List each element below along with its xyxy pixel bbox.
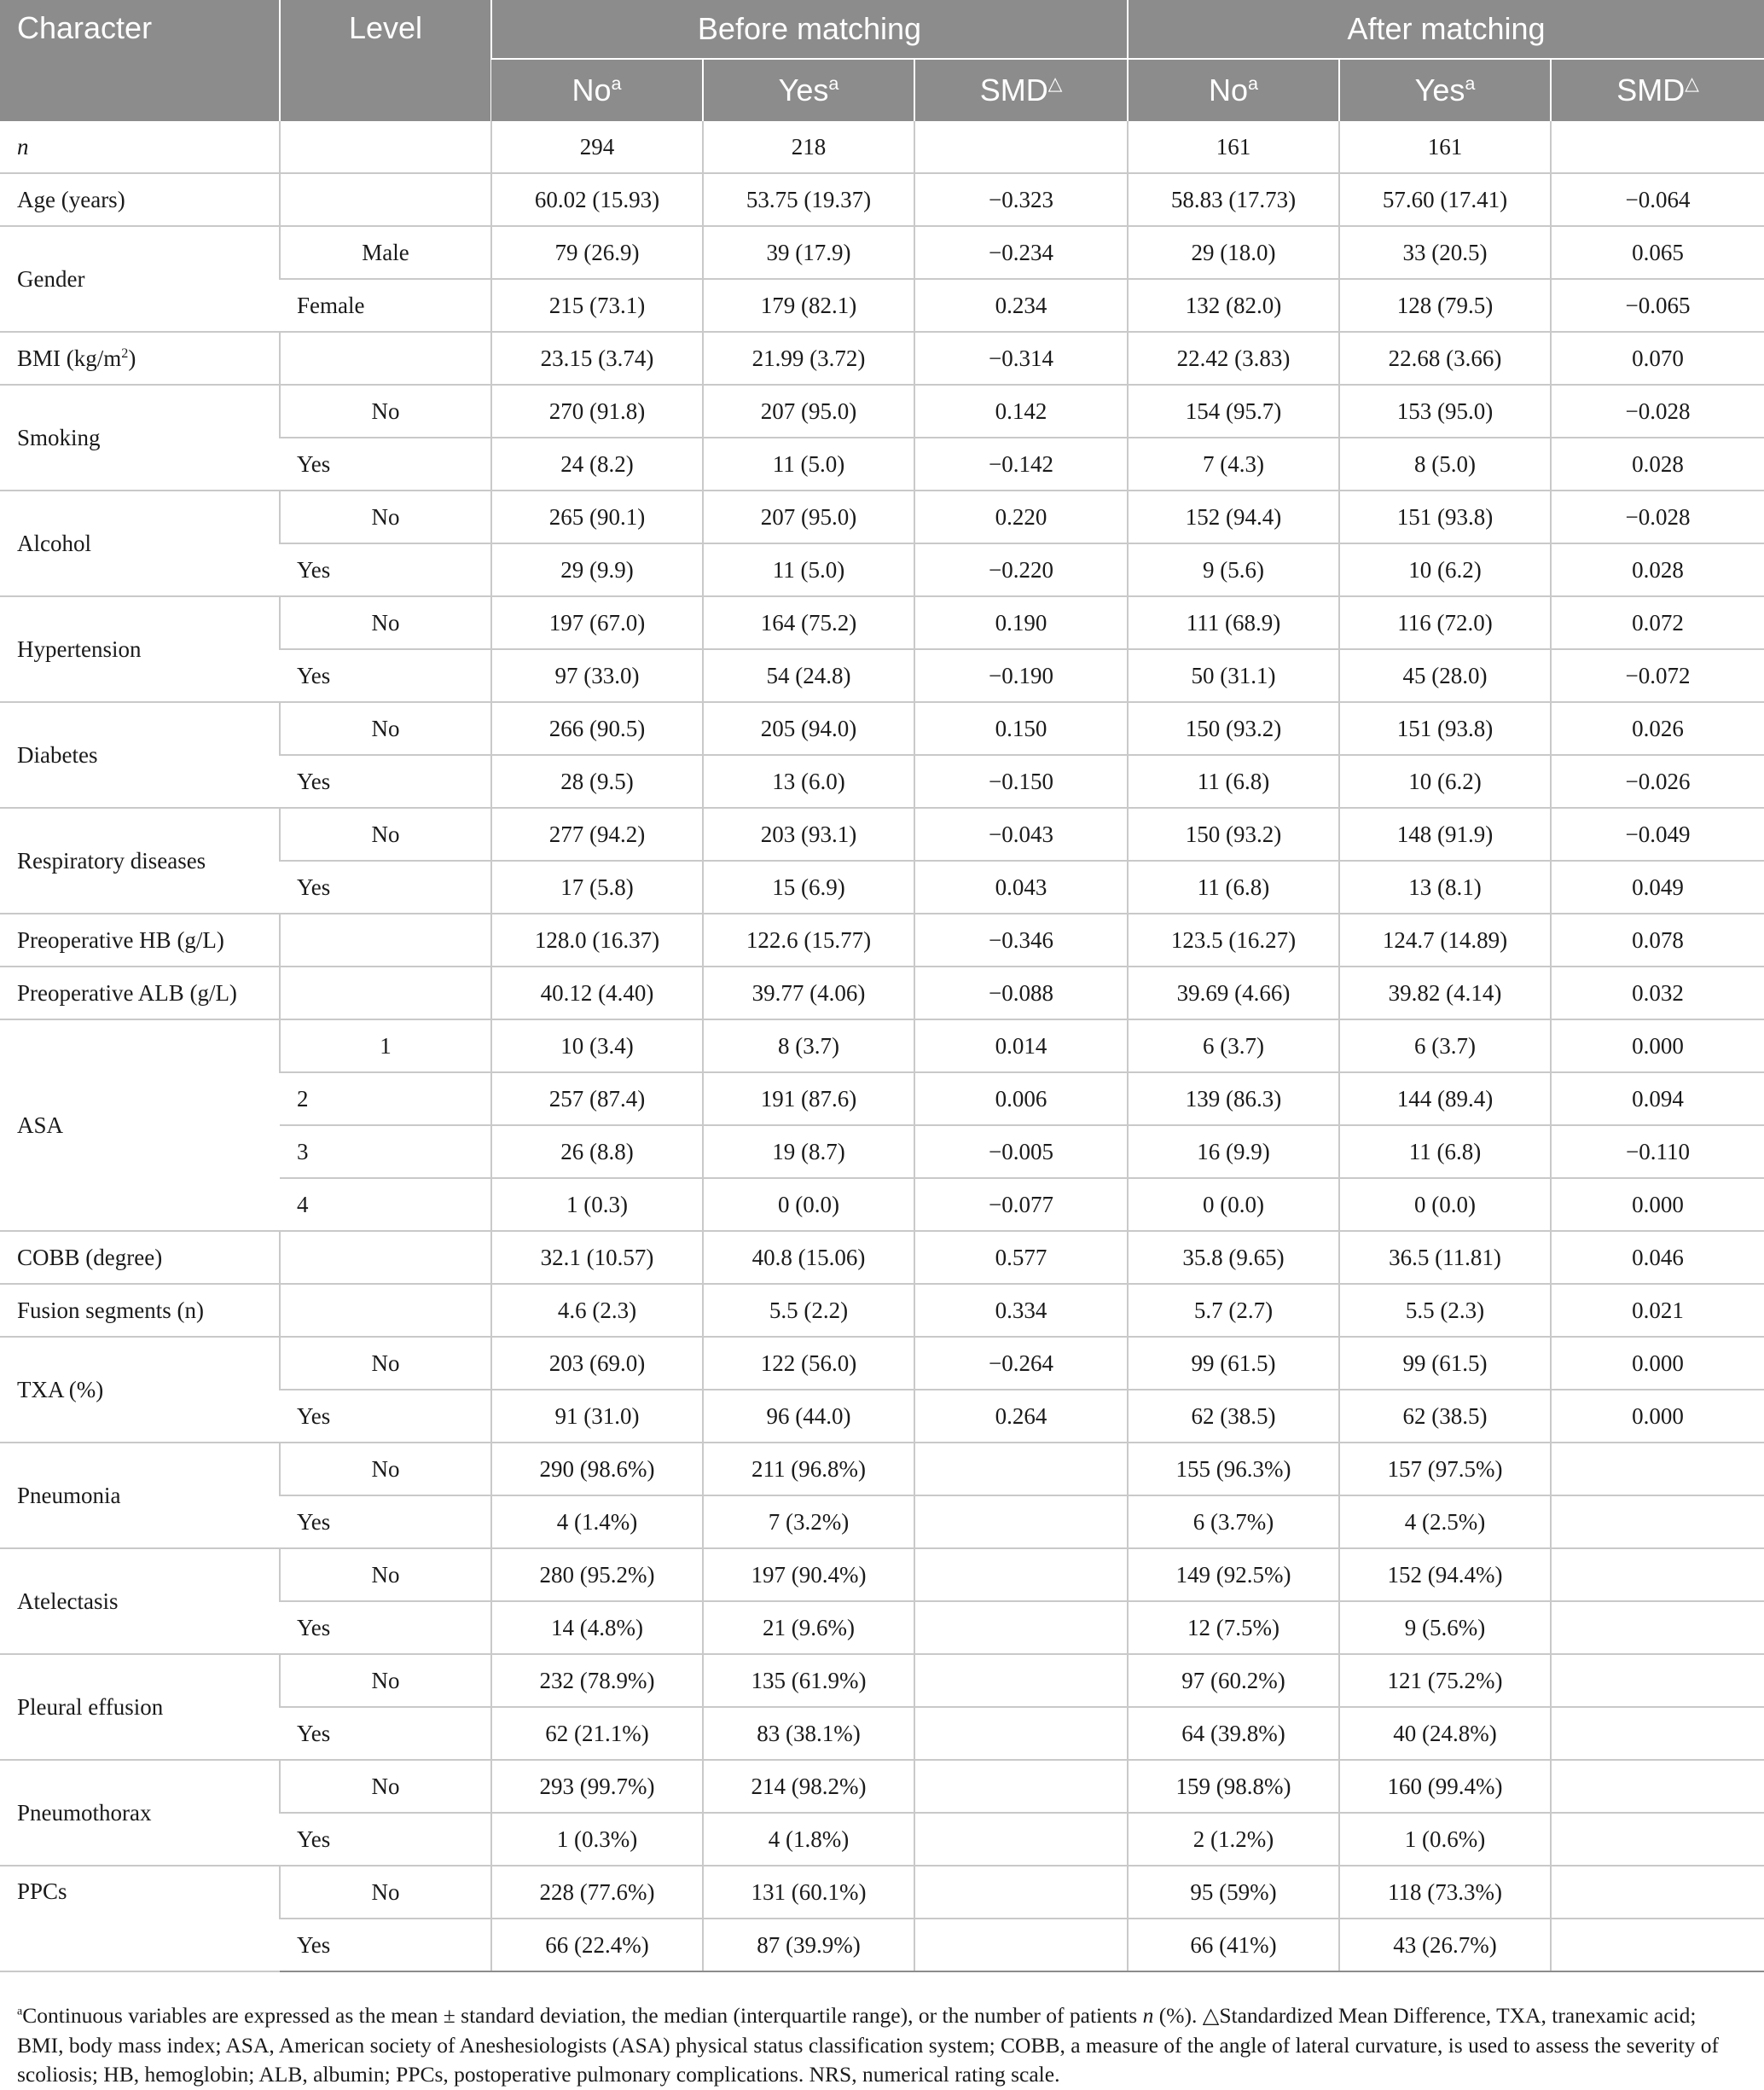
cell-after-no: 58.83 (17.73) [1128, 173, 1339, 226]
cell-before-yes: 83 (38.1%) [703, 1707, 914, 1760]
cell-after-no: 150 (93.2) [1128, 808, 1339, 861]
cell-after-yes: 36.5 (11.81) [1339, 1231, 1551, 1284]
cell-level: Yes [280, 1813, 491, 1866]
cell-after-smd [1551, 1813, 1764, 1866]
cell-level: 4 [280, 1178, 491, 1231]
table-body [0, 121, 1764, 1971]
cell-before-smd [914, 1866, 1128, 1919]
cell-before-smd: −0.323 [914, 173, 1128, 226]
row-label: BMI $(kg/m^2)$ [0, 332, 280, 385]
table-row [0, 1231, 1764, 1284]
cell-after-no: 12 (7.5%) [1128, 1601, 1339, 1654]
cell-after-smd: −0.049 [1551, 808, 1764, 861]
cell-level: Yes [280, 1919, 491, 1971]
cell-before-yes: 19 (8.7) [703, 1125, 914, 1178]
cell-after-no: 11 (6.8) [1128, 755, 1339, 808]
table-row [0, 1654, 1764, 1707]
cell-after-yes: 152 (94.4%) [1339, 1548, 1551, 1601]
cell-before-no: 197 (67.0) [491, 596, 703, 649]
table-row [0, 1443, 1764, 1495]
cell-after-smd: 0.078 [1551, 914, 1764, 967]
cell-after-yes: 151 (93.8) [1339, 702, 1551, 755]
cell-after-smd: 0.046 [1551, 1231, 1764, 1284]
cell-before-yes: 4 (1.8%) [703, 1813, 914, 1866]
cell-before-smd: −0.234 [914, 226, 1128, 279]
cell-after-no: 97 (60.2%) [1128, 1654, 1339, 1707]
header-character: Character [0, 0, 280, 121]
cell-before-no: 228 (77.6%) [491, 1866, 703, 1919]
row-label: n [0, 121, 280, 173]
cell-before-yes: 21 (9.6%) [703, 1601, 914, 1654]
row-label: Age (years) [0, 173, 280, 226]
cell-after-no: 9 (5.6) [1128, 543, 1339, 596]
cell-level: Yes [280, 1707, 491, 1760]
cell-before-smd: −0.346 [914, 914, 1128, 967]
cell-before-smd: 0.142 [914, 385, 1128, 438]
cell-level: No [280, 702, 491, 755]
cell-after-smd: 0.049 [1551, 861, 1764, 914]
cell-before-no: 1 (0.3) [491, 1178, 703, 1231]
cell-before-no: 293 (99.7%) [491, 1760, 703, 1813]
cell-before-no: 62 (21.1%) [491, 1707, 703, 1760]
table-row [0, 808, 1764, 861]
table-row [0, 702, 1764, 755]
cell-after-no: 2 (1.2%) [1128, 1813, 1339, 1866]
cell-before-no: 66 (22.4%) [491, 1919, 703, 1971]
cell-after-no: 155 (96.3%) [1128, 1443, 1339, 1495]
cell-before-smd: 0.577 [914, 1231, 1128, 1284]
cell-level: No [280, 1337, 491, 1390]
table-row [0, 914, 1764, 967]
cell-after-no: 5.7 (2.7) [1128, 1284, 1339, 1337]
cell-level: No [280, 1866, 491, 1919]
cell-before-smd: −0.264 [914, 1337, 1128, 1390]
cell-before-yes: 87 (39.9%) [703, 1919, 914, 1971]
cell-after-yes: 10 (6.2) [1339, 755, 1551, 808]
row-label: Pleural effusion [0, 1654, 280, 1760]
cell-after-yes: 0 (0.0) [1339, 1178, 1551, 1231]
cell-level [280, 121, 491, 173]
cell-after-yes: 5.5 (2.3) [1339, 1284, 1551, 1337]
cell-before-yes: 13 (6.0) [703, 755, 914, 808]
cell-after-yes: 45 (28.0) [1339, 649, 1551, 702]
cell-before-smd: 0.014 [914, 1019, 1128, 1072]
table-row [0, 226, 1764, 279]
row-label: PPCs [0, 1866, 280, 1971]
cell-before-smd [914, 1707, 1128, 1760]
cell-after-smd [1551, 121, 1764, 173]
cell-after-smd [1551, 1654, 1764, 1707]
cell-after-smd: −0.028 [1551, 491, 1764, 543]
cell-level: Yes [280, 543, 491, 596]
cell-after-no: 150 (93.2) [1128, 702, 1339, 755]
cell-after-smd: −0.026 [1551, 755, 1764, 808]
cell-level: No [280, 1548, 491, 1601]
cell-after-yes: 121 (75.2%) [1339, 1654, 1551, 1707]
cell-before-no: 280 (95.2%) [491, 1548, 703, 1601]
cell-after-yes: 157 (97.5%) [1339, 1443, 1551, 1495]
cell-before-no: 24 (8.2) [491, 438, 703, 491]
cell-after-no: 154 (95.7) [1128, 385, 1339, 438]
cell-after-yes: 153 (95.0) [1339, 385, 1551, 438]
cell-before-smd: 0.190 [914, 596, 1128, 649]
cell-before-yes: 122 (56.0) [703, 1337, 914, 1390]
cell-before-yes: 207 (95.0) [703, 385, 914, 438]
cell-before-no: 60.02 (15.93) [491, 173, 703, 226]
cell-before-smd: −0.088 [914, 967, 1128, 1019]
cell-after-smd: 0.000 [1551, 1390, 1764, 1443]
cell-after-smd [1551, 1760, 1764, 1813]
table-row [0, 596, 1764, 649]
cell-before-no: 215 (73.1) [491, 279, 703, 332]
cell-after-no: 6 (3.7) [1128, 1019, 1339, 1072]
cell-after-no: 95 (59%) [1128, 1866, 1339, 1919]
cell-before-no: 40.12 (4.40) [491, 967, 703, 1019]
cell-before-smd [914, 1654, 1128, 1707]
cell-level: No [280, 1654, 491, 1707]
cell-before-no: 32.1 (10.57) [491, 1231, 703, 1284]
cell-after-yes: 4 (2.5%) [1339, 1495, 1551, 1548]
cell-after-yes: 116 (72.0) [1339, 596, 1551, 649]
cell-after-smd [1551, 1919, 1764, 1971]
cell-after-no: 62 (38.5) [1128, 1390, 1339, 1443]
cell-after-no: 111 (68.9) [1128, 596, 1339, 649]
cell-before-yes: 207 (95.0) [703, 491, 914, 543]
cell-after-yes: 57.60 (17.41) [1339, 173, 1551, 226]
table-row [0, 491, 1764, 543]
row-label: Gender [0, 226, 280, 332]
cell-level [280, 332, 491, 385]
cell-before-smd: 0.043 [914, 861, 1128, 914]
cell-before-no: 4 (1.4%) [491, 1495, 703, 1548]
cell-after-yes: 161 [1339, 121, 1551, 173]
cell-before-no: 128.0 (16.37) [491, 914, 703, 967]
cell-after-smd [1551, 1495, 1764, 1548]
cell-level: No [280, 596, 491, 649]
cell-after-no: 149 (92.5%) [1128, 1548, 1339, 1601]
cell-after-smd: 0.094 [1551, 1072, 1764, 1125]
cell-after-no: 123.5 (16.27) [1128, 914, 1339, 967]
cell-after-smd: −0.110 [1551, 1125, 1764, 1178]
cell-after-smd [1551, 1866, 1764, 1919]
cell-before-no: 91 (31.0) [491, 1390, 703, 1443]
cell-after-smd: 0.065 [1551, 226, 1764, 279]
row-label: Diabetes [0, 702, 280, 808]
cell-before-no: 203 (69.0) [491, 1337, 703, 1390]
row-label: COBB (degree) [0, 1231, 280, 1284]
cell-level: Female [280, 279, 491, 332]
cell-after-smd: 0.000 [1551, 1019, 1764, 1072]
cell-level: No [280, 385, 491, 438]
cell-before-yes: 122.6 (15.77) [703, 914, 914, 967]
cell-before-smd [914, 1760, 1128, 1813]
cell-before-yes: 40.8 (15.06) [703, 1231, 914, 1284]
cell-before-yes: 135 (61.9%) [703, 1654, 914, 1707]
cell-before-smd: 0.234 [914, 279, 1128, 332]
cell-after-smd: 0.028 [1551, 543, 1764, 596]
cell-after-yes: 62 (38.5) [1339, 1390, 1551, 1443]
row-label: Respiratory diseases [0, 808, 280, 914]
cell-before-yes: 218 [703, 121, 914, 173]
table-row [0, 385, 1764, 438]
cell-after-no: 66 (41%) [1128, 1919, 1339, 1971]
cell-before-yes: 96 (44.0) [703, 1390, 914, 1443]
cell-before-no: 79 (26.9) [491, 226, 703, 279]
cell-before-no: 277 (94.2) [491, 808, 703, 861]
cell-before-smd [914, 121, 1128, 173]
cell-after-no: 6 (3.7%) [1128, 1495, 1339, 1548]
cell-before-no: 1 (0.3%) [491, 1813, 703, 1866]
table-row [0, 1760, 1764, 1813]
row-label: Hypertension [0, 596, 280, 702]
cell-after-yes: 39.82 (4.14) [1339, 967, 1551, 1019]
cell-after-smd: −0.064 [1551, 173, 1764, 226]
cell-before-yes: 21.99 (3.72) [703, 332, 914, 385]
cell-level: Yes [280, 755, 491, 808]
cell-level: No [280, 808, 491, 861]
cell-after-no: 22.42 (3.83) [1128, 332, 1339, 385]
header-before-matching: Before matching [491, 0, 1128, 59]
cell-before-smd [914, 1443, 1128, 1495]
cell-after-no: 159 (98.8%) [1128, 1760, 1339, 1813]
header-before-smd: SMD△ [914, 59, 1128, 121]
cell-before-smd: 0.220 [914, 491, 1128, 543]
cell-level: Male [280, 226, 491, 279]
cell-level: Yes [280, 1390, 491, 1443]
cell-after-no: 50 (31.1) [1128, 649, 1339, 702]
cell-before-yes: 205 (94.0) [703, 702, 914, 755]
cell-before-smd: −0.077 [914, 1178, 1128, 1231]
cell-before-no: 232 (78.9%) [491, 1654, 703, 1707]
cell-after-smd: 0.032 [1551, 967, 1764, 1019]
cell-before-smd: −0.190 [914, 649, 1128, 702]
cell-after-no: 139 (86.3) [1128, 1072, 1339, 1125]
cell-before-yes: 39.77 (4.06) [703, 967, 914, 1019]
cell-after-yes: 1 (0.6%) [1339, 1813, 1551, 1866]
cell-before-yes: 11 (5.0) [703, 438, 914, 491]
cell-after-yes: 33 (20.5) [1339, 226, 1551, 279]
header-level: Level [280, 0, 491, 121]
cell-before-yes: 131 (60.1%) [703, 1866, 914, 1919]
cell-after-smd [1551, 1601, 1764, 1654]
cell-level: Yes [280, 649, 491, 702]
cell-before-yes: 54 (24.8) [703, 649, 914, 702]
row-label: Alcohol [0, 491, 280, 596]
cell-after-no: 7 (4.3) [1128, 438, 1339, 491]
cell-after-smd [1551, 1548, 1764, 1601]
header-before-no: No$^a$ [491, 59, 703, 121]
cell-after-yes: 6 (3.7) [1339, 1019, 1551, 1072]
cell-before-no: 28 (9.5) [491, 755, 703, 808]
cell-after-no: 29 (18.0) [1128, 226, 1339, 279]
table-row [0, 1337, 1764, 1390]
cell-after-yes: 13 (8.1) [1339, 861, 1551, 914]
cell-after-no: 132 (82.0) [1128, 279, 1339, 332]
cell-after-no: 64 (39.8%) [1128, 1707, 1339, 1760]
cell-after-smd: −0.065 [1551, 279, 1764, 332]
cell-before-yes: 0 (0.0) [703, 1178, 914, 1231]
row-label: Preoperative HB (g/L) [0, 914, 280, 967]
row-label: Preoperative ALB (g/L) [0, 967, 280, 1019]
cell-before-smd: 0.006 [914, 1072, 1128, 1125]
cell-after-yes: 128 (79.5) [1339, 279, 1551, 332]
cell-after-smd [1551, 1443, 1764, 1495]
cell-level: 3 [280, 1125, 491, 1178]
cell-after-no: 152 (94.4) [1128, 491, 1339, 543]
cell-after-yes: 148 (91.9) [1339, 808, 1551, 861]
table-row [0, 1866, 1764, 1919]
cell-before-yes: 15 (6.9) [703, 861, 914, 914]
cell-level: Yes [280, 438, 491, 491]
header-after-no: No$^a$ [1128, 59, 1339, 121]
cell-before-smd [914, 1813, 1128, 1866]
cell-level: Yes [280, 861, 491, 914]
cell-after-yes: 144 (89.4) [1339, 1072, 1551, 1125]
cell-before-no: 14 (4.8%) [491, 1601, 703, 1654]
cell-before-yes: 191 (87.6) [703, 1072, 914, 1125]
cell-before-smd: −0.043 [914, 808, 1128, 861]
cell-level [280, 173, 491, 226]
cell-before-yes: 164 (75.2) [703, 596, 914, 649]
cell-after-smd: 0.028 [1551, 438, 1764, 491]
cell-after-no: 11 (6.8) [1128, 861, 1339, 914]
cell-level: 2 [280, 1072, 491, 1125]
cell-after-smd [1551, 1707, 1764, 1760]
cell-before-no: 265 (90.1) [491, 491, 703, 543]
table-row [0, 173, 1764, 226]
cell-before-no: 26 (8.8) [491, 1125, 703, 1178]
cell-level: No [280, 1760, 491, 1813]
cell-before-no: 270 (91.8) [491, 385, 703, 438]
row-label: Pneumothorax [0, 1760, 280, 1866]
table-row [0, 1548, 1764, 1601]
cell-level: No [280, 491, 491, 543]
header-before-yes: Yes$^a$ [703, 59, 914, 121]
cell-before-smd: 0.334 [914, 1284, 1128, 1337]
table-row [0, 1019, 1764, 1072]
cell-after-smd: 0.021 [1551, 1284, 1764, 1337]
cell-level: No [280, 1443, 491, 1495]
cell-before-yes: 8 (3.7) [703, 1019, 914, 1072]
cell-after-no: 39.69 (4.66) [1128, 967, 1339, 1019]
cell-after-yes: 99 (61.5) [1339, 1337, 1551, 1390]
cell-before-yes: 197 (90.4%) [703, 1548, 914, 1601]
row-label: Atelectasis [0, 1548, 280, 1654]
cell-after-yes: 124.7 (14.89) [1339, 914, 1551, 967]
header-after-matching: After matching [1128, 0, 1764, 59]
cell-before-no: 290 (98.6%) [491, 1443, 703, 1495]
cell-after-yes: 22.68 (3.66) [1339, 332, 1551, 385]
header-after-yes: Yes$^a$ [1339, 59, 1551, 121]
cell-after-no: 0 (0.0) [1128, 1178, 1339, 1231]
cell-after-no: 161 [1128, 121, 1339, 173]
cell-after-yes: 8 (5.0) [1339, 438, 1551, 491]
cell-after-smd: 0.000 [1551, 1337, 1764, 1390]
cell-before-no: 10 (3.4) [491, 1019, 703, 1072]
cell-after-smd: −0.072 [1551, 649, 1764, 702]
table-header [0, 0, 1764, 121]
cell-after-no: 99 (61.5) [1128, 1337, 1339, 1390]
cell-after-yes: 9 (5.6%) [1339, 1601, 1551, 1654]
cell-before-yes: 5.5 (2.2) [703, 1284, 914, 1337]
cell-after-yes: 43 (26.7%) [1339, 1919, 1551, 1971]
cell-level: 1 [280, 1019, 491, 1072]
cell-before-smd: 0.150 [914, 702, 1128, 755]
cell-before-no: 29 (9.9) [491, 543, 703, 596]
cell-after-smd: −0.028 [1551, 385, 1764, 438]
cell-before-smd: −0.150 [914, 755, 1128, 808]
cell-level [280, 1284, 491, 1337]
cell-after-yes: 151 (93.8) [1339, 491, 1551, 543]
header-after-smd: SMD△ [1551, 59, 1764, 121]
cell-before-yes: 7 (3.2%) [703, 1495, 914, 1548]
cell-before-yes: 39 (17.9) [703, 226, 914, 279]
cell-after-smd: 0.072 [1551, 596, 1764, 649]
cell-before-smd: −0.314 [914, 332, 1128, 385]
row-label: Pneumonia [0, 1443, 280, 1548]
cell-after-yes: 118 (73.3%) [1339, 1866, 1551, 1919]
cell-after-smd: 0.026 [1551, 702, 1764, 755]
cell-after-yes: 10 (6.2) [1339, 543, 1551, 596]
cell-before-smd [914, 1919, 1128, 1971]
cell-before-smd [914, 1548, 1128, 1601]
cell-before-no: 4.6 (2.3) [491, 1284, 703, 1337]
cell-level [280, 1231, 491, 1284]
cell-level [280, 967, 491, 1019]
cell-before-no: 257 (87.4) [491, 1072, 703, 1125]
cell-after-yes: 11 (6.8) [1339, 1125, 1551, 1178]
cell-before-yes: 203 (93.1) [703, 808, 914, 861]
table-row [0, 1284, 1764, 1337]
cell-before-yes: 179 (82.1) [703, 279, 914, 332]
cell-after-no: 35.8 (9.65) [1128, 1231, 1339, 1284]
cell-level: Yes [280, 1601, 491, 1654]
table-row [0, 332, 1764, 385]
cell-after-no: 16 (9.9) [1128, 1125, 1339, 1178]
row-label: Fusion segments (n) [0, 1284, 280, 1337]
cell-before-no: 266 (90.5) [491, 702, 703, 755]
row-label: Smoking [0, 385, 280, 491]
cell-before-no: 17 (5.8) [491, 861, 703, 914]
cell-before-smd [914, 1601, 1128, 1654]
cell-before-yes: 214 (98.2%) [703, 1760, 914, 1813]
cell-after-smd: 0.000 [1551, 1178, 1764, 1231]
cell-before-smd: −0.220 [914, 543, 1128, 596]
cell-before-smd: −0.005 [914, 1125, 1128, 1178]
cell-before-yes: 211 (96.8%) [703, 1443, 914, 1495]
table-row [0, 967, 1764, 1019]
cell-level: Yes [280, 1495, 491, 1548]
cell-before-no: 23.15 (3.74) [491, 332, 703, 385]
cell-level [280, 914, 491, 967]
cell-before-smd [914, 1495, 1128, 1548]
cell-after-yes: 160 (99.4%) [1339, 1760, 1551, 1813]
table-row [0, 121, 1764, 173]
row-label: ASA [0, 1019, 280, 1231]
cell-before-smd: 0.264 [914, 1390, 1128, 1443]
table-footnote: $^a$Continuous variables are expressed as the mean ± standard deviation, the median (interquartile range), or the number of patients n (%). △Standardized Mean Difference, TXA, tranexamic acid; BMI, body mass index; ASA, American society of Aneshesiologists (ASA) physical status classification system; COBB, a measure of the angle of lateral curvature, is used to assess the severity of scoliosis; HB, hemoglobin; ALB, albumin; PPCs, postoperative pulmonary complications. NRS, numerical rating scale. [17, 2003, 1720, 2087]
cell-after-smd: 0.070 [1551, 332, 1764, 385]
cell-before-smd: −0.142 [914, 438, 1128, 491]
cell-before-no: 294 [491, 121, 703, 173]
cell-before-yes: 11 (5.0) [703, 543, 914, 596]
cell-before-yes: 53.75 (19.37) [703, 173, 914, 226]
row-label: TXA (%) [0, 1337, 280, 1443]
cell-after-yes: 40 (24.8%) [1339, 1707, 1551, 1760]
cell-before-no: 97 (33.0) [491, 649, 703, 702]
